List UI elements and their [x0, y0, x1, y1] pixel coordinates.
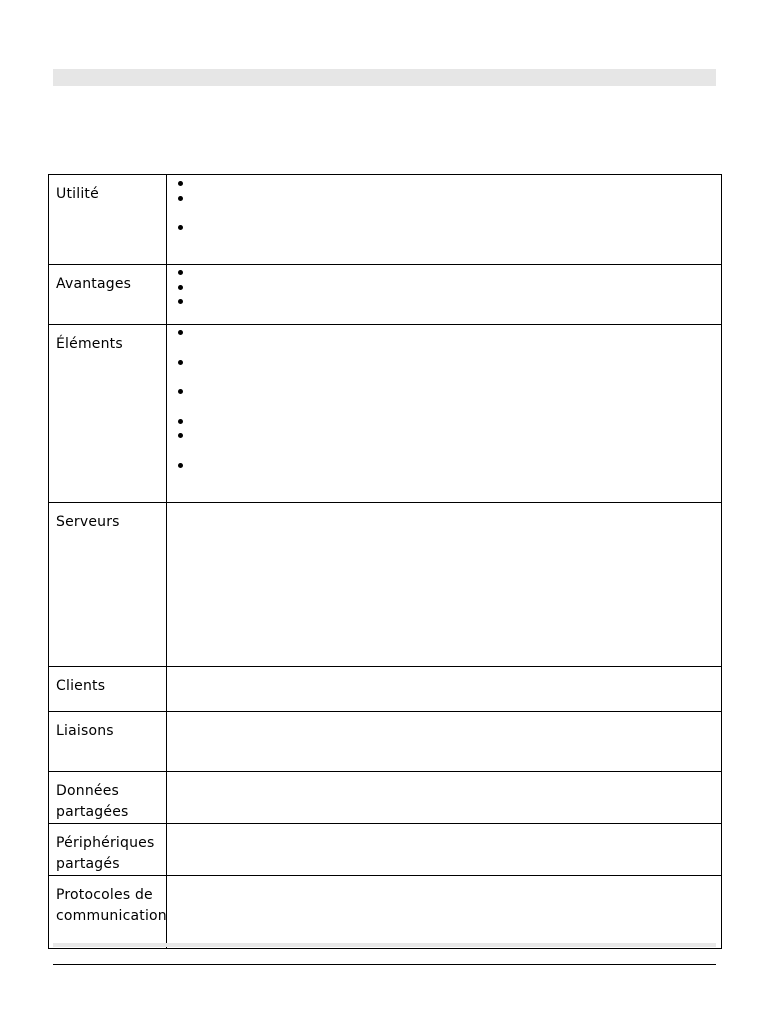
- row-content-utilite[interactable]: [167, 175, 722, 265]
- bullet-icon: [178, 389, 183, 394]
- row-label-utilite: Utilité: [49, 175, 167, 265]
- bullet-icon: [178, 419, 183, 424]
- header-shaded-band: [53, 69, 716, 86]
- bullet-icon: [178, 330, 183, 335]
- bullet-icon: [178, 225, 183, 230]
- bullet-icon: [178, 463, 183, 468]
- row-content-serveurs[interactable]: [167, 503, 722, 667]
- table-row: [49, 876, 722, 949]
- row-content-liaisons[interactable]: [167, 712, 722, 772]
- table-row: [49, 824, 722, 876]
- bullet-icon: [178, 270, 183, 275]
- row-label-donnees-partagees: Données partagées: [49, 772, 167, 824]
- row-content-donnees-partagees[interactable]: [167, 772, 722, 824]
- bullet-icon: [178, 299, 183, 304]
- footer-shaded-band: [53, 943, 716, 947]
- bullet-icon: [178, 181, 183, 186]
- table-row: [49, 667, 722, 712]
- table-row: [49, 325, 722, 503]
- row-label-avantages: Avantages: [49, 265, 167, 325]
- row-label-serveurs: Serveurs: [49, 503, 167, 667]
- row-content-elements[interactable]: [167, 325, 722, 503]
- row-content-protocoles[interactable]: [167, 876, 722, 949]
- bullet-icon: [178, 196, 183, 201]
- row-label-elements: Éléments: [49, 325, 167, 503]
- bullet-icon: [178, 285, 183, 290]
- row-label-clients: Clients: [49, 667, 167, 712]
- row-label-protocoles: Protocoles de communication: [49, 876, 167, 949]
- table-row: [49, 712, 722, 772]
- bullet-icon: [178, 360, 183, 365]
- table-row: [49, 265, 722, 325]
- row-label-peripheriques-partages: Périphériques partagés: [49, 824, 167, 876]
- footer-divider: [53, 964, 716, 965]
- network-components-table: [48, 174, 722, 949]
- bullet-icon: [178, 433, 183, 438]
- table-row: [49, 175, 722, 265]
- table-row: [49, 772, 722, 824]
- row-content-avantages[interactable]: [167, 265, 722, 325]
- row-label-liaisons: Liaisons: [49, 712, 167, 772]
- table-row: [49, 503, 722, 667]
- row-content-clients[interactable]: [167, 667, 722, 712]
- row-content-peripheriques-partages[interactable]: [167, 824, 722, 876]
